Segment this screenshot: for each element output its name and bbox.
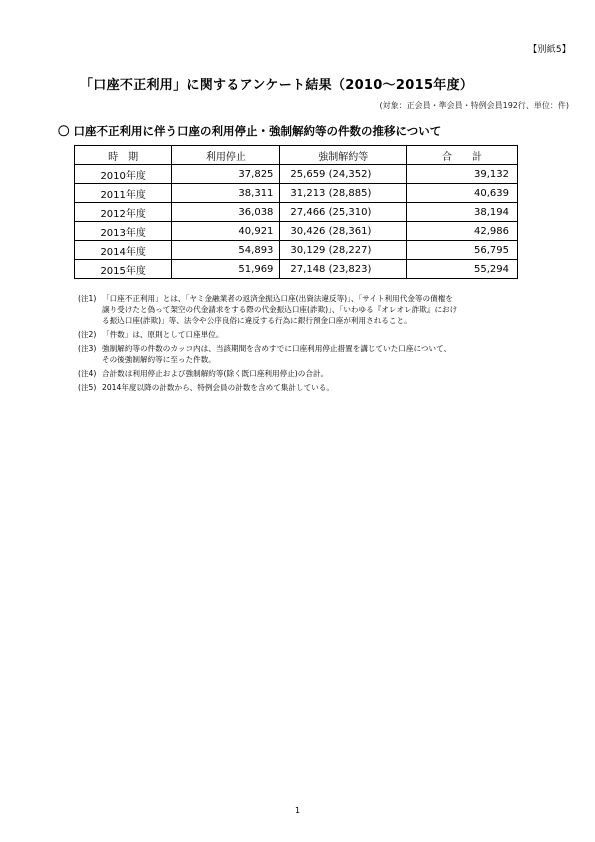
- note-line: その後強制解約等に至った件数。: [102, 355, 216, 364]
- cell-period: 2014年度: [75, 241, 172, 260]
- table-header-row: [75, 146, 518, 165]
- note-2: [78, 329, 548, 340]
- notes-section: [78, 293, 548, 396]
- note-line: 2014年度以降の計数から、特例会員の計数を含めて集計している。: [102, 383, 334, 392]
- cell-forced-closure: 30,426 (28,361): [280, 222, 407, 241]
- note-4: [78, 368, 548, 379]
- table-row: [75, 203, 518, 222]
- cell-suspension: 54,893: [172, 241, 280, 260]
- annex-label: 【別紙5】: [528, 45, 571, 55]
- cell-period: 2015年度: [75, 260, 172, 279]
- page-number: 1: [294, 806, 301, 815]
- table-row: [75, 184, 518, 203]
- note-label: (注4): [78, 369, 97, 378]
- cell-suspension: 38,311: [172, 184, 280, 203]
- cell-forced-closure: 30,129 (28,227): [280, 241, 407, 260]
- header-suspension: 利用停止: [172, 146, 280, 165]
- cell-total: 40,639: [407, 184, 518, 203]
- document-title: 「口座不正利用」に関するアンケート結果（2010～2015年度）: [80, 78, 474, 93]
- header-total: 合 計: [407, 146, 518, 165]
- section-subtitle: 〇 口座不正利用に伴う口座の利用停止・強制解約等の件数の推移について: [58, 124, 442, 138]
- note-label: (注5): [78, 383, 97, 392]
- note-line: 強制解約等の件数のカッコ内は、当該期間を含めすでに口座利用停止措置を講じていた口座について、: [102, 344, 452, 353]
- cell-total: 38,194: [407, 203, 518, 222]
- results-table: [74, 145, 518, 279]
- cell-period: 2010年度: [75, 165, 172, 184]
- note-line: る振込口座(詐欺)」等、法令や公序良俗に違反する行為に銀行預金口座が利用されること。: [102, 316, 412, 325]
- header-period: 時 期: [75, 146, 172, 165]
- cell-period: 2012年度: [75, 203, 172, 222]
- cell-forced-closure: 27,148 (23,823): [280, 260, 407, 279]
- table-row: [75, 260, 518, 279]
- note-3: [78, 343, 548, 365]
- cell-total: 42,986: [407, 222, 518, 241]
- note-line: 「口座不正利用」とは、「ヤミ金融業者の返済金振込口座(出資法違反等)」、「サイト利用代金等の債権を: [102, 294, 453, 303]
- cell-suspension: 51,969: [172, 260, 280, 279]
- note-body: [102, 343, 548, 365]
- cell-forced-closure: 31,213 (28,885): [280, 184, 407, 203]
- cell-period: 2013年度: [75, 222, 172, 241]
- note-line: 「件数」は、原則として口座単位。: [102, 330, 224, 339]
- cell-total: 56,795: [407, 241, 518, 260]
- note-5: [78, 382, 548, 393]
- note-label: (注3): [78, 344, 97, 353]
- cell-suspension: 36,038: [172, 203, 280, 222]
- note-body: [102, 382, 548, 393]
- note-line: 合計数は利用停止および強制解約等(除く既口座利用停止)の合計。: [102, 369, 329, 378]
- note-line: 譲り受けたと偽って架空の代金請求をする際の代金振込口座(詐欺)」、「いわゆる『オレオレ詐欺』におけ: [102, 305, 458, 314]
- subject-note: (対象：正会員・準会員・特例会員192行、単位：件): [379, 101, 569, 110]
- note-body: [102, 293, 548, 326]
- table-row: [75, 165, 518, 184]
- cell-forced-closure: 25,659 (24,352): [280, 165, 407, 184]
- cell-total: 39,132: [407, 165, 518, 184]
- note-1: [78, 293, 548, 326]
- cell-suspension: 40,921: [172, 222, 280, 241]
- note-body: [102, 329, 548, 340]
- cell-total: 55,294: [407, 260, 518, 279]
- cell-forced-closure: 27,466 (25,310): [280, 203, 407, 222]
- note-label: (注1): [78, 294, 97, 303]
- table-row: [75, 222, 518, 241]
- note-label: (注2): [78, 330, 97, 339]
- note-body: [102, 368, 548, 379]
- cell-suspension: 37,825: [172, 165, 280, 184]
- cell-period: 2011年度: [75, 184, 172, 203]
- header-forced-closure: 強制解約等: [280, 146, 407, 165]
- table-row: [75, 241, 518, 260]
